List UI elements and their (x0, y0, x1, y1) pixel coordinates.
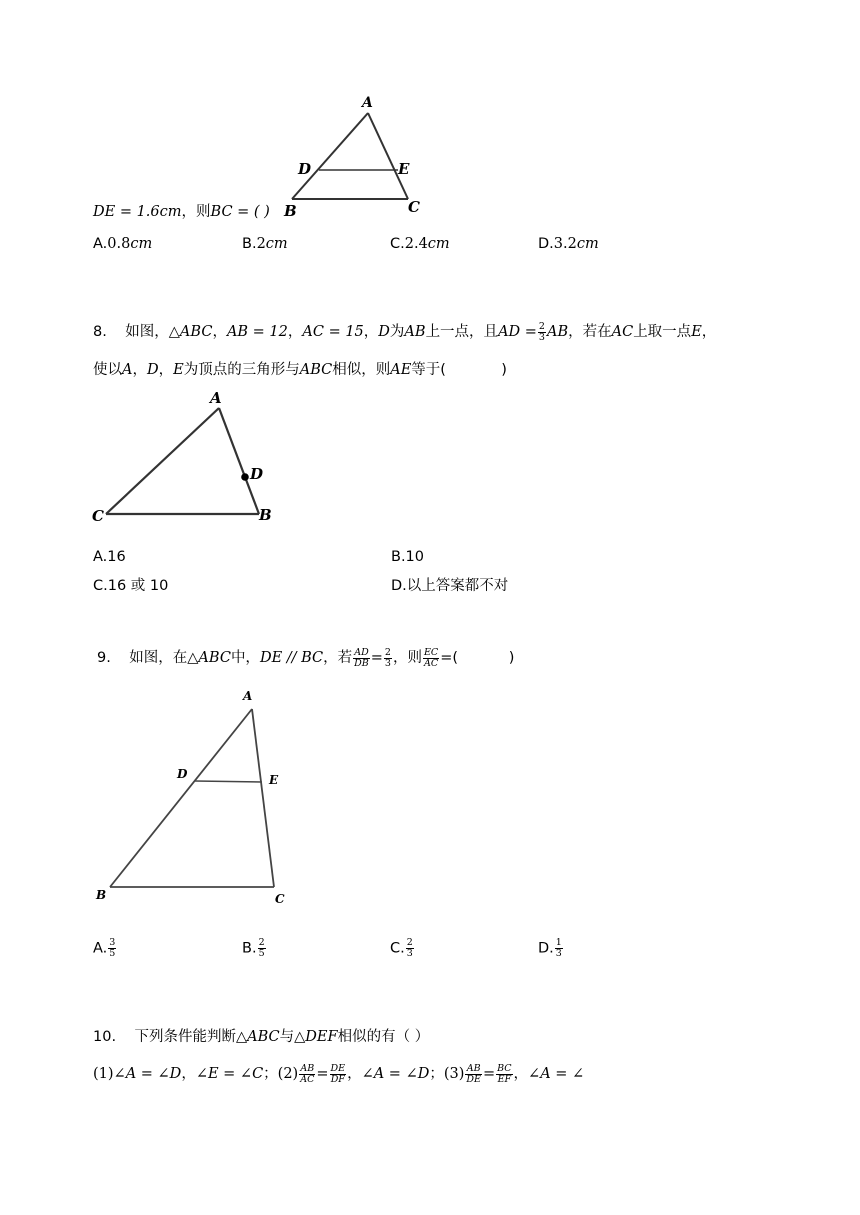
q10-condition-1: (1)∠A = ∠D，∠E = ∠C； (93, 1066, 278, 1082)
q8-label-C: C (92, 507, 104, 525)
q7-label-A: A (362, 95, 373, 111)
q10-number: 10. (93, 1029, 117, 1045)
q8-number: 8. (93, 324, 107, 340)
q9-option-c[interactable]: C. $\frac{2}{3}$ (390, 937, 413, 959)
q8-fraction: $\frac{2}{3}$ (538, 320, 545, 343)
q10-condition-3: (3) $\frac{AB}{DE}$ = $\frac{BC}{EF}$ ，∠A = ∠ (443, 1062, 585, 1085)
q9-number: 9. (97, 650, 111, 666)
q9-fraction-2-3: $\frac{2}{3}$ (384, 646, 391, 669)
q7-option-a[interactable]: A.0.8cm (93, 236, 153, 252)
q8-triangle-figure (88, 385, 288, 530)
q9-label-E: E (269, 773, 279, 787)
q7-label-C: C (408, 198, 420, 216)
q10-conditions (93, 1062, 584, 1084)
q7-option-d[interactable]: D.3.2cm (538, 236, 599, 252)
q8-option-b[interactable]: B.10 (391, 549, 425, 565)
q9-triangle-figure (90, 685, 300, 910)
q9-label-A: A (243, 689, 253, 703)
q7-option-c[interactable]: C.2.4cm (390, 236, 450, 252)
q8-stem-line-1: 8. 如图，△ABC，AB = 12，AC = 15，D为AB上一点，且AD = $\frac{2}{3}$ AB，若在AC上取一点E， (93, 320, 717, 343)
q9-fraction-ec-ac: $\frac{EC}{AC}$ (423, 646, 439, 669)
q9-option-b[interactable]: B. $\frac{2}{5}$ (242, 937, 265, 959)
q9-fraction-ad-db: $\frac{AD}{DB}$ (354, 646, 369, 669)
q8-option-d[interactable]: D.以上答案都不对 (391, 578, 509, 594)
q8-label-A: A (210, 389, 222, 407)
q7-bc-blank: BC = ( ) (210, 204, 270, 220)
q7-question-line: DE = 1.6cm，则BC = ( ) (93, 204, 270, 220)
q9-stem: 9. 如图，在△ABC中，DE // BC，若 $\frac{AD}{DB}$ = $\frac{2}{3}$ ，则 $\frac{EC}{AC}$ =( ) (97, 646, 515, 669)
q8-stem-line-2: 使以A，D，E为顶点的三角形与ABC相似，则AE等于( ) (93, 362, 507, 378)
q9-option-a[interactable]: A. $\frac{3}{5}$ (93, 937, 116, 959)
q10-stem: 10. 下列条件能判断△ABC与△DEF相似的有（ ） (93, 1029, 430, 1045)
q8-option-a[interactable]: A.16 (93, 549, 126, 565)
q8-label-D: D (250, 465, 264, 483)
q9-label-B: B (96, 888, 107, 902)
q7-label-B: B (284, 202, 297, 220)
q9-label-D: D (177, 767, 188, 781)
q8-option-c[interactable]: C.16 或 10 (93, 578, 169, 594)
q9-label-C: C (275, 892, 285, 906)
q7-label-E: E (398, 160, 410, 178)
q7-triangle-figure (280, 88, 430, 223)
q7-label-D: D (298, 160, 312, 178)
q9-option-d[interactable]: D. $\frac{1}{3}$ (538, 937, 562, 959)
q8-label-B: B (259, 506, 272, 524)
q7-option-b[interactable]: B.2cm (242, 236, 288, 252)
q7-de-value: DE = 1.6cm (93, 204, 182, 220)
q10-condition-2: (2) $\frac{AB}{AC}$ = $\frac{DE}{DF}$ ，∠A = ∠D； (277, 1062, 444, 1085)
